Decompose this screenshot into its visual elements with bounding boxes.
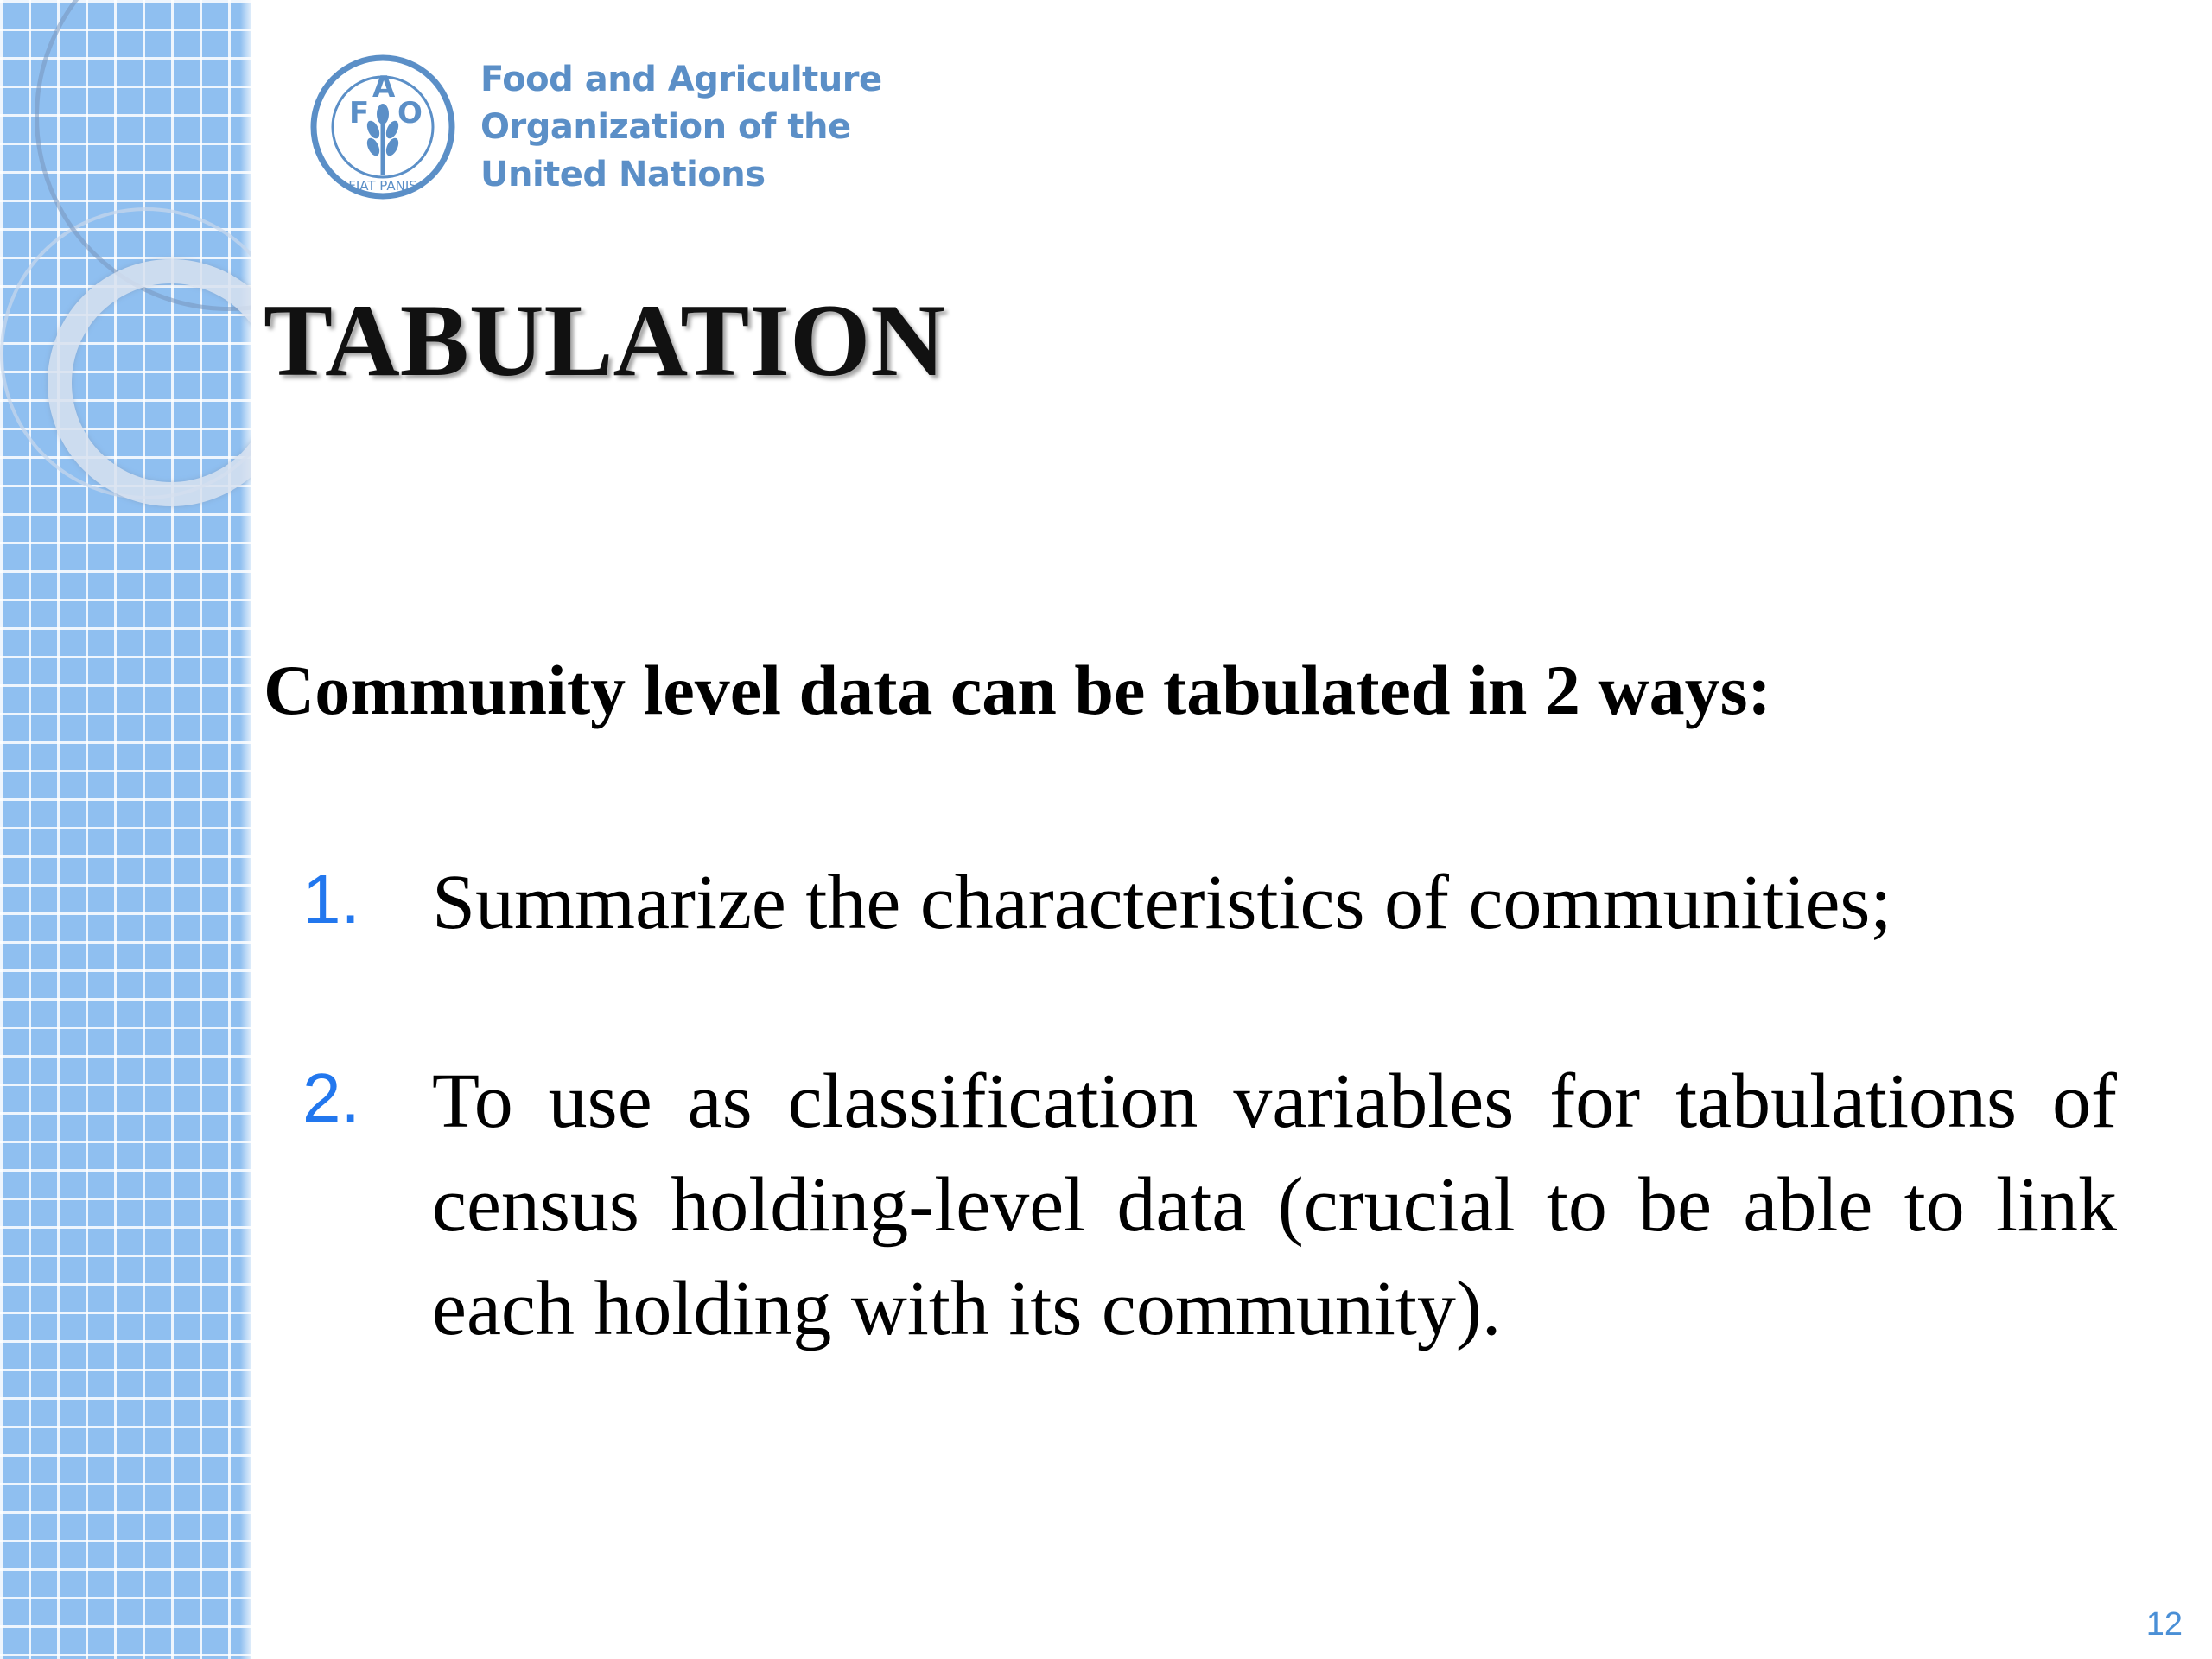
organization-name-line: United Nations [480, 154, 766, 194]
intro-text: Community level data can be tabulated in 2 ways: [264, 651, 1771, 729]
svg-text:FIAT PANIS: FIAT PANIS [348, 178, 417, 194]
list-item-text: To use as classification variables for tabulations of census holding-level data (crucial to be able to link each holding with its community). [432, 1058, 2117, 1351]
slide-title: TABULATION [264, 283, 946, 397]
list-item-text: Summarize the characteristics of communities; [432, 860, 1892, 945]
numbered-list [302, 851, 2117, 1456]
page-number: 12 [2145, 1606, 2183, 1643]
svg-text:O: O [397, 96, 423, 130]
organization-name-line: Food and Agriculture [480, 59, 882, 99]
organization-name-line: Organization of the [480, 106, 851, 147]
decorative-grid-strip [0, 0, 251, 1659]
fao-emblem-icon [309, 54, 456, 200]
list-item-number: 2. [302, 1059, 360, 1136]
svg-text:A: A [372, 70, 396, 105]
svg-text:F: F [349, 96, 370, 130]
list-item-number: 1. [302, 861, 360, 938]
list-item [302, 1050, 2117, 1361]
organization-name [480, 56, 882, 199]
list-item [302, 851, 2117, 955]
fao-logo [309, 54, 882, 200]
